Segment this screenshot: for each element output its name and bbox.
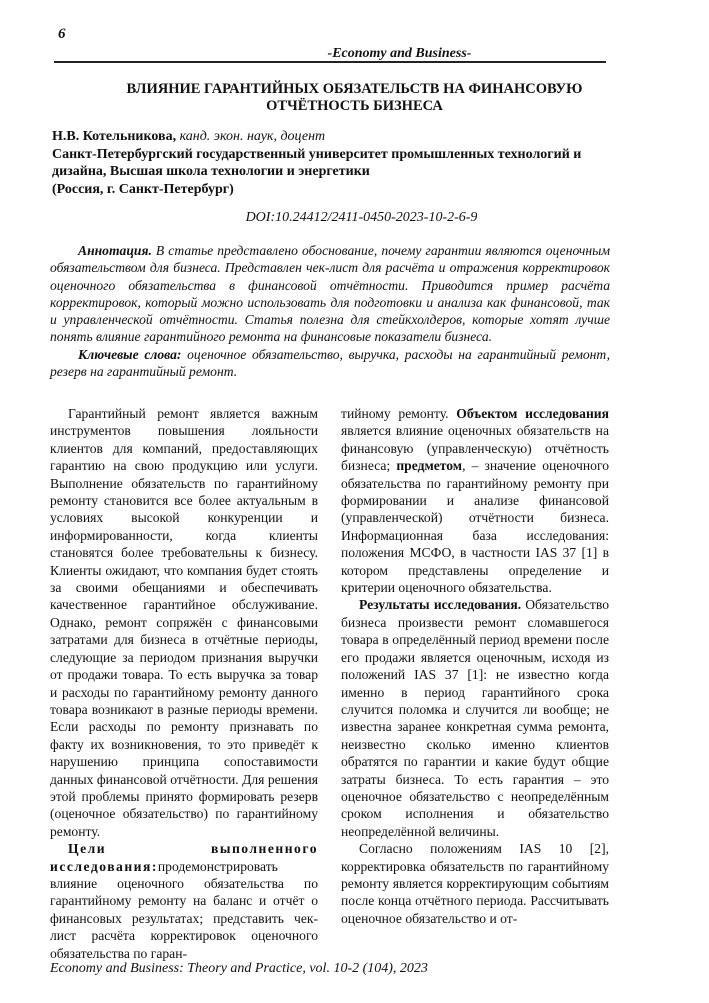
body-column-left — [50, 405, 318, 962]
affiliation-line-2: дизайна, Высшая школа технологии и энергетики — [52, 164, 370, 179]
abstract-label: Аннотация. — [78, 243, 152, 258]
footer-citation: Economy and Business: Theory and Practice, vol. 10-2 (104), 2023 — [50, 961, 428, 976]
title-line-2: ОТЧЁТНОСТЬ БИЗНЕСА — [266, 98, 443, 114]
object-label: Объектом исследования — [456, 406, 609, 421]
abstract-paragraph — [50, 242, 610, 346]
results-paragraph — [341, 596, 609, 840]
ias10-paragraph: Согласно положениям IAS 10 [2], корректировка обязательств по гарантийному ремонту является корректирующим событиям после конца отчётного периода. Рассчитывать оценочное обязательство и от- — [341, 841, 609, 926]
results-text: Обязательство бизнеса произвести ремонт сломавшегося товара в определённый период времени после его продажи является оценочным, исходя из положений IAS 37 [1]: не известно когда именно в период гарантийного срока случится поломка и случится ли вообще; не известна заранее конкретная сумма ремонта, неизвестно сколько именно клиентов обратятся по гарантии и какие будут общие затраты бизнеса. То есть гарантия – это оценочное обязательство с неопределённым сроком исполнения и обязательство неопределённой величины. — [341, 597, 609, 839]
subject-label: предметом — [396, 458, 463, 474]
keywords-label: Ключевые слова: — [78, 346, 182, 362]
goals-continuation: тийному ремонту. — [341, 406, 457, 421]
title-line-1: ВЛИЯНИЕ ГАРАНТИЙНЫХ ОБЯЗАТЕЛЬСТВ НА ФИНАНСОВУЮ — [126, 81, 583, 97]
body-column-right — [341, 405, 609, 927]
intro-paragraph: Гарантийный ремонт является важным инструментов повышения лояльности клиентов для компаний, предоставляющих гарантию на свою продукцию или услуги. Выполнение обязательств по гарантийному ремонту становится все более актуальным в условиях высокой конкуренции и информированности, когда клиенты становятся более требовательны к бизнесу. Клиенты ожидают, что компания будет стоять за своими обещаниями и обеспечивать качественное гарантийное обслуживание. Однако, ремонт сопряжён с финансовыми затратами для бизнеса в отчётные периоды, следующие за периодом признания выручки от продажи товара. То есть выручка за товар и расходы по гарантийному ремонту данного товара возникают в разные периоды времени. Если расходы по ремонту признавать по факту их возникновения, то это приведёт к нарушению принципа сопоставимости данных финансовой отчётности. Для решения этой проблемы принято формировать резерв (оценочное обязательство) по гарантийному ремонту. — [50, 406, 318, 839]
keywords-text: оценочное обязательство, выручка, расходы на гарантийный ремонт, резерв на гарантийный ремонт. — [50, 346, 610, 380]
running-head: -Economy and Business- — [327, 46, 472, 61]
goals-label: Цели выполненного исследования: — [50, 841, 318, 874]
goals-paragraph — [50, 840, 318, 962]
page-number: 6 — [58, 26, 66, 42]
author-block — [52, 128, 622, 198]
results-label: Результаты исследования. — [359, 597, 522, 613]
affiliation-line-1: Санкт-Петербургский государственный университет промышленных технологий и — [52, 146, 582, 162]
author-line — [52, 128, 622, 146]
doi[interactable]: DOI:10.24412/2411-0450-2023-10-2-6-9 — [245, 210, 478, 225]
author-name: Н.В. Котельникова, — [52, 129, 177, 144]
object-paragraph — [341, 405, 609, 596]
subject-text: , – значение оценочного обязательства по гарантийному ремонту при формировании и анализе финансовой (управленческой) отчётности бизнеса. Информационная база исследования: положения МСФО, в частности IAS 37 [1] в котором представлены определение и критерии оценочного обязательства. — [341, 458, 609, 596]
article-title — [60, 81, 649, 115]
header-rule — [54, 61, 606, 63]
abstract-text: В статье представлено обоснование, почему гарантии являются оценочным обязательством для бизнеса. Представлен чек-лист для расчёта и отражения корректировок оценочного обязательства в финансовой отчётности. Приводится пример расчёта корректировок, который можно использовать для подготовки и анализа как финансовой, так и управленческой отчётности. Статья полезна для стейкхолдеров, которые хотят лучше понять влияние гарантийного ремонта на финансовые показатели бизнеса. — [50, 243, 610, 345]
affiliation-line-3: (Россия, г. Санкт-Петербург) — [52, 181, 234, 197]
goals-text: продемонстрировать влияние оценочного обязательства по гарантийному ремонту на баланс и отчёт о финансовых результатах; представить чек-лист расчёта корректировок оценочного обязательства по гаран- — [50, 858, 318, 961]
abstract — [50, 242, 610, 380]
author-degree: канд. экон. наук, доцент — [176, 129, 326, 144]
object-text: является влияние оценочных обязательств на финансовую (управленческую) отчётность бизнеса; — [341, 423, 609, 474]
keywords-paragraph — [50, 346, 610, 381]
